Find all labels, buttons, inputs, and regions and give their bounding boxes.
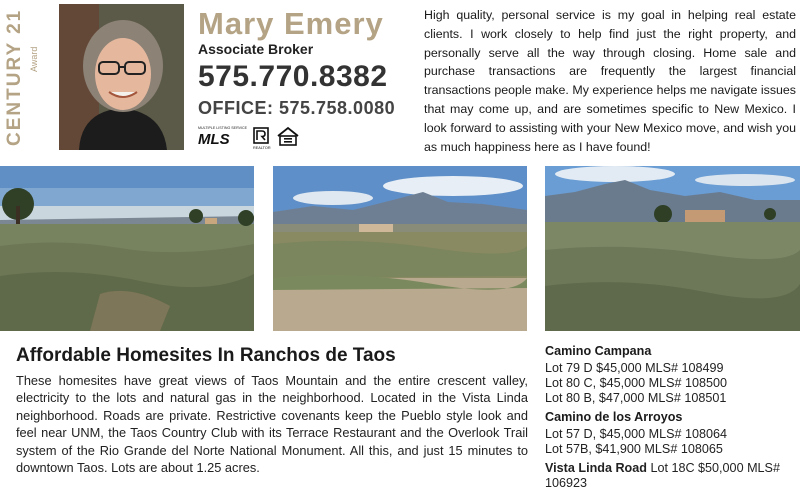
brand-name: CENTURY 21 <box>4 8 25 146</box>
agent-name: Mary Emery <box>198 6 384 41</box>
lot-group-heading: Vista Linda Road <box>545 461 647 475</box>
lot-listings <box>545 344 795 495</box>
property-photo-1 <box>0 166 254 331</box>
agent-office-phone[interactable]: OFFICE: 575.758.0080 <box>198 98 396 118</box>
agent-title: Associate Broker <box>198 41 314 57</box>
listing-title: Affordable Homesites In Ranchos de Taos <box>16 345 396 366</box>
agent-bio: High quality, personal service is my goal in helping real estate clients. I work closely to help find just the right property, and personally serve all the way through closing. Home sale and purchase transactions are frequently the largest financial transactions people make. My experience helps me navigate issues that may come up, and are sometimes specific to New Mexico. I look forward to assisting with your New Mexico move, and wish you as much happiness here as I have found! <box>424 8 796 154</box>
brand-sub: Award <box>29 46 39 72</box>
affiliation-logos <box>198 124 308 150</box>
lot-group-heading: Camino Campana <box>545 344 652 358</box>
lot-group-camino-de-los-arroyos <box>545 410 795 457</box>
realtor-icon <box>253 128 271 150</box>
lot-item: Lot 80 B, $47,000 MLS# 108501 <box>545 391 727 405</box>
lot-item: Lot 79 D $45,000 MLS# 108499 <box>545 361 724 375</box>
lot-item: Lot 57B, $41,900 MLS# 108065 <box>545 442 723 456</box>
mls-logo-icon: MLS <box>198 131 230 148</box>
lot-item: Lot 18C $50,000 MLS# 106923 <box>545 461 780 490</box>
lot-group-vista-linda-road <box>545 461 795 491</box>
property-photo-3 <box>545 166 800 331</box>
mls-caption: MULTIPLE LISTING SERVICE <box>198 126 247 130</box>
realtor-caption: REALTOR <box>253 146 271 150</box>
listing-description: These homesites have great views of Taos Mountain and the entire crescent valley, electricity to the lots and natural gas in the neighborhood. Located in the Vista Linda neighborhood. Roads are private. Restrictive covenants keep the Pueblo style look and feel near UNM, the Taos Country Club with its Terrace Restaurant and the Overlook Trail system of the Rio Grande del Norte National Monument. All this, and just 15 minutes to downtown Taos. Lots are about 1.25 acres. <box>16 373 528 476</box>
agent-phone[interactable]: 575.770.8382 <box>198 60 388 93</box>
equal-housing-icon <box>278 128 298 145</box>
lot-item: Lot 57 D, $45,000 MLS# 108064 <box>545 427 728 441</box>
agent-portrait <box>59 4 184 150</box>
lot-group-heading: Camino de los Arroyos <box>545 410 683 424</box>
property-photo-2 <box>273 166 527 331</box>
lot-group-camino-campana <box>545 344 795 406</box>
lot-item: Lot 80 C, $45,000 MLS# 108500 <box>545 376 728 390</box>
brand-logo <box>2 4 48 150</box>
